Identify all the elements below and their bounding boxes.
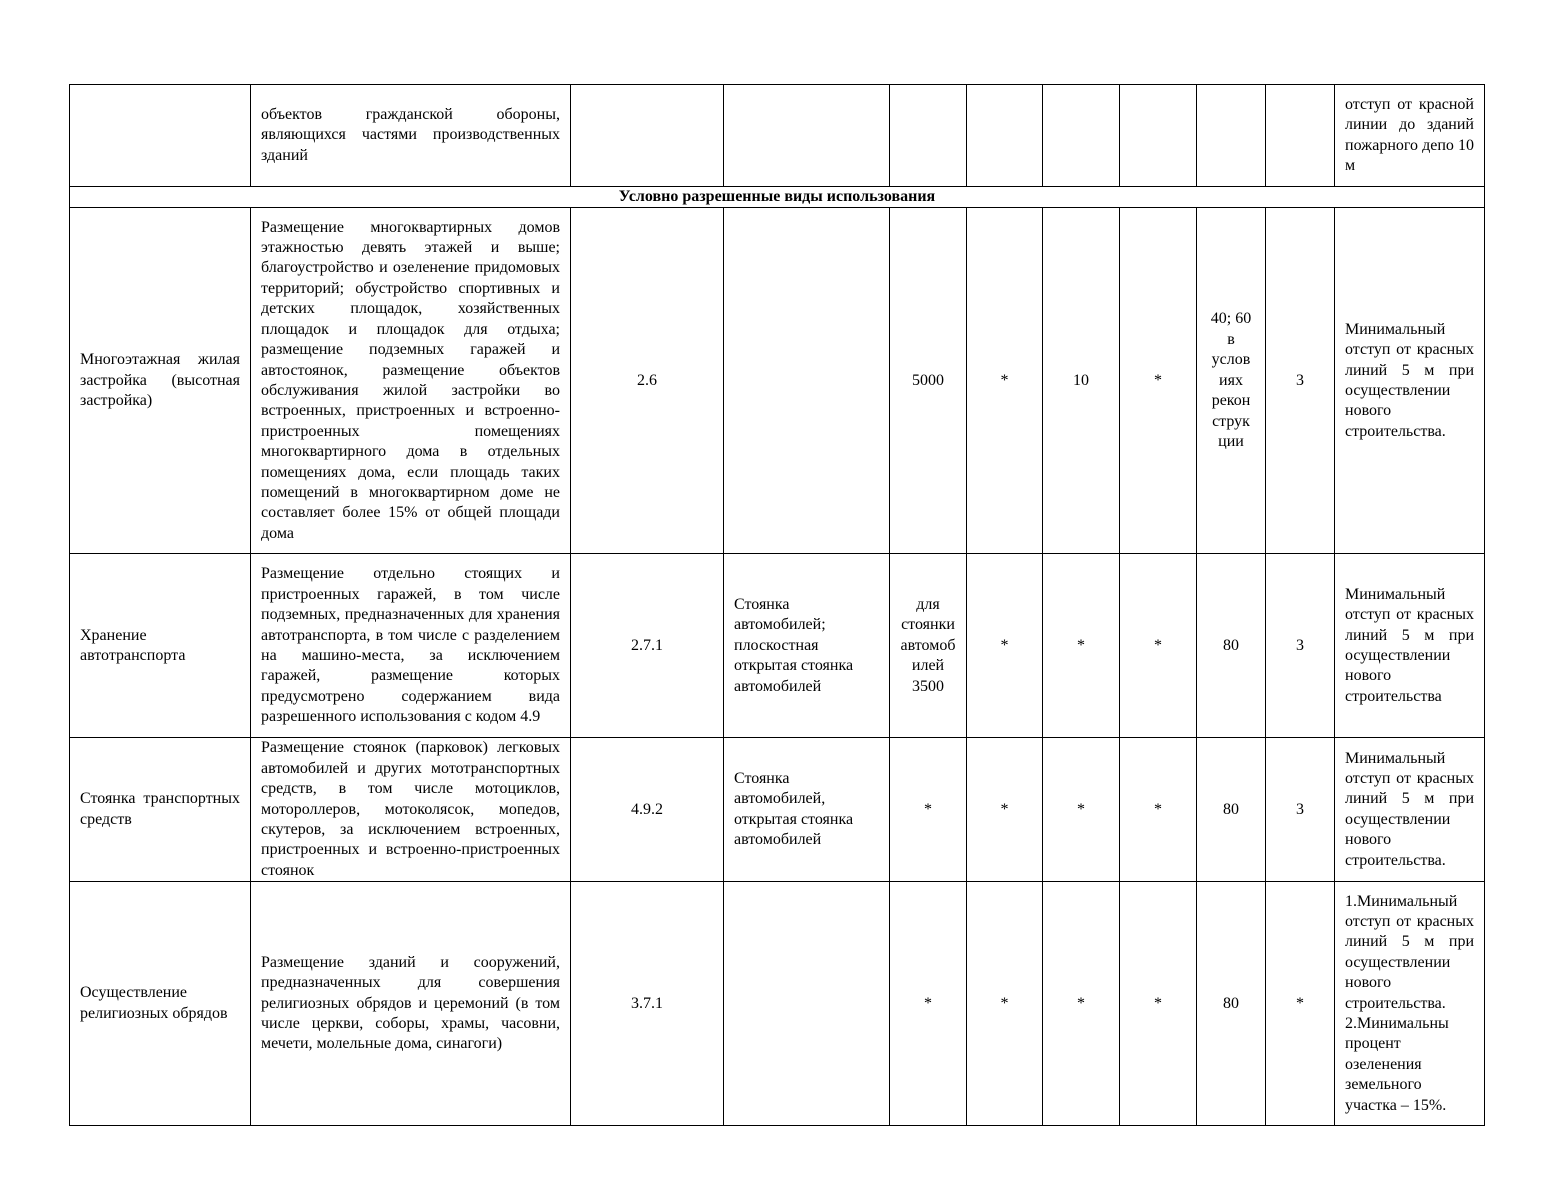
param-cell: * [967, 738, 1043, 882]
param-cell: * [967, 882, 1043, 1126]
name-cell: Многоэтажная жилая застройка (высотная застройка) [70, 208, 251, 554]
aux-cell: Стоянка автомобилей, открытая стоянка автомобилей [724, 738, 890, 882]
param-cell [1043, 85, 1120, 187]
table-row [70, 738, 1485, 882]
param-cell: * [1120, 882, 1197, 1126]
param-cell: * [890, 738, 967, 882]
param-cell: * [967, 208, 1043, 554]
note-cell: Минимальный отступ от красных линий 5 м при осуществлении нового строительства. [1335, 208, 1485, 554]
code-cell: 2.7.1 [571, 554, 724, 738]
code-cell [571, 85, 724, 187]
table-row [70, 554, 1485, 738]
note-line-1: 1.Минимальный отступ от красных линий 5 м при осуществлении нового строительства. [1345, 892, 1474, 1012]
param-cell: 3 [1266, 554, 1335, 738]
aux-cell: Стоянка автомобилей; плоскостная открытая стоянка автомобилей [724, 554, 890, 738]
description-cell: Размещение отдельно стоящих и пристроенных гаражей, в том числе подземных, предназначенных для хранения автотранспорта, в том числе с разделением на машино-места, за исключением гаражей, размещение которых предусмотрено содержанием вида разрешенного использования с кодом 4.9 [251, 554, 571, 738]
note-cell [1335, 882, 1485, 1126]
note-cell: Минимальный отступ от красных линий 5 м при осуществлении нового строительства [1335, 554, 1485, 738]
section-row [70, 187, 1485, 208]
param-cell: 80 [1197, 738, 1266, 882]
note-line-2: 2.Минимальны процент озеленения земельного участка – 15%. [1345, 1014, 1449, 1114]
param-cell: * [1043, 882, 1120, 1126]
param-cell [1120, 85, 1197, 187]
aux-cell [724, 85, 890, 187]
param-cell [890, 85, 967, 187]
description-cell: Размещение многоквартирных домов этажностью девять этажей и выше; благоустройство и озеленение придомовых территорий; обустройство спортивных и детских площадок, хозяйственных площадок и площадок для отдыха; размещение подземных гаражей и автостоянок, размещение объектов обслуживания жилой застройки во встроенных, пристроенных и встроенно-пристроенных помещениях многоквартирного дома в отдельных помещениях дома, если площадь таких помещений в многоквартирном доме не составляет более 15% от общей площади дома [251, 208, 571, 554]
description-cell: Размещение стоянок (парковок) легковых автомобилей и других мототранспортных средств, в том числе мотоциклов, мотороллеров, мотоколясок, мопедов, скутеров, за исключением встроенных, пристроенных и встроенно-пристроенных стоянок [251, 738, 571, 882]
aux-cell [724, 882, 890, 1126]
description-cell: объектов гражданской обороны, являющихся частями производственных зданий [251, 85, 571, 187]
description-cell: Размещение зданий и сооружений, предназначенных для совершения религиозных обрядов и церемоний (в том числе церкви, соборы, храмы, часовни, мечети, молельные дома, синагоги) [251, 882, 571, 1126]
param-cell [1197, 85, 1266, 187]
param-cell: * [1043, 554, 1120, 738]
table-row [70, 208, 1485, 554]
zoning-table [69, 84, 1485, 1126]
param-cell: для стоянки автомоб илей 3500 [890, 554, 967, 738]
param-cell: * [967, 554, 1043, 738]
param-cell: 5000 [890, 208, 967, 554]
code-cell: 2.6 [571, 208, 724, 554]
name-cell: Осуществление религиозных обрядов [70, 882, 251, 1126]
aux-cell [724, 208, 890, 554]
name-cell: Хранение автотранспорта [70, 554, 251, 738]
note-cell: Минимальный отступ от красных линий 5 м при осуществлении нового строительства. [1335, 738, 1485, 882]
param-cell: 10 [1043, 208, 1120, 554]
code-cell: 4.9.2 [571, 738, 724, 882]
name-cell [70, 85, 251, 187]
table-row-continuation [70, 85, 1485, 187]
param-cell: 80 [1197, 554, 1266, 738]
note-cell: отступ от красной линии до зданий пожарного депо 10 м [1335, 85, 1485, 187]
param-cell: * [1120, 208, 1197, 554]
table-row [70, 882, 1485, 1126]
param-cell [1266, 85, 1335, 187]
param-cell: * [1043, 738, 1120, 882]
name-cell: Стоянка транспортных средств [70, 738, 251, 882]
section-title: Условно разрешенные виды использования [70, 187, 1485, 208]
code-cell: 3.7.1 [571, 882, 724, 1126]
param-cell: 3 [1266, 208, 1335, 554]
param-cell: 3 [1266, 738, 1335, 882]
param-cell: * [1120, 738, 1197, 882]
param-cell: * [1120, 554, 1197, 738]
param-cell: * [1266, 882, 1335, 1126]
param-cell: * [890, 882, 967, 1126]
param-cell: 80 [1197, 882, 1266, 1126]
param-cell [967, 85, 1043, 187]
param-cell: 40; 60 в услов иях рекон струк ции [1197, 208, 1266, 554]
